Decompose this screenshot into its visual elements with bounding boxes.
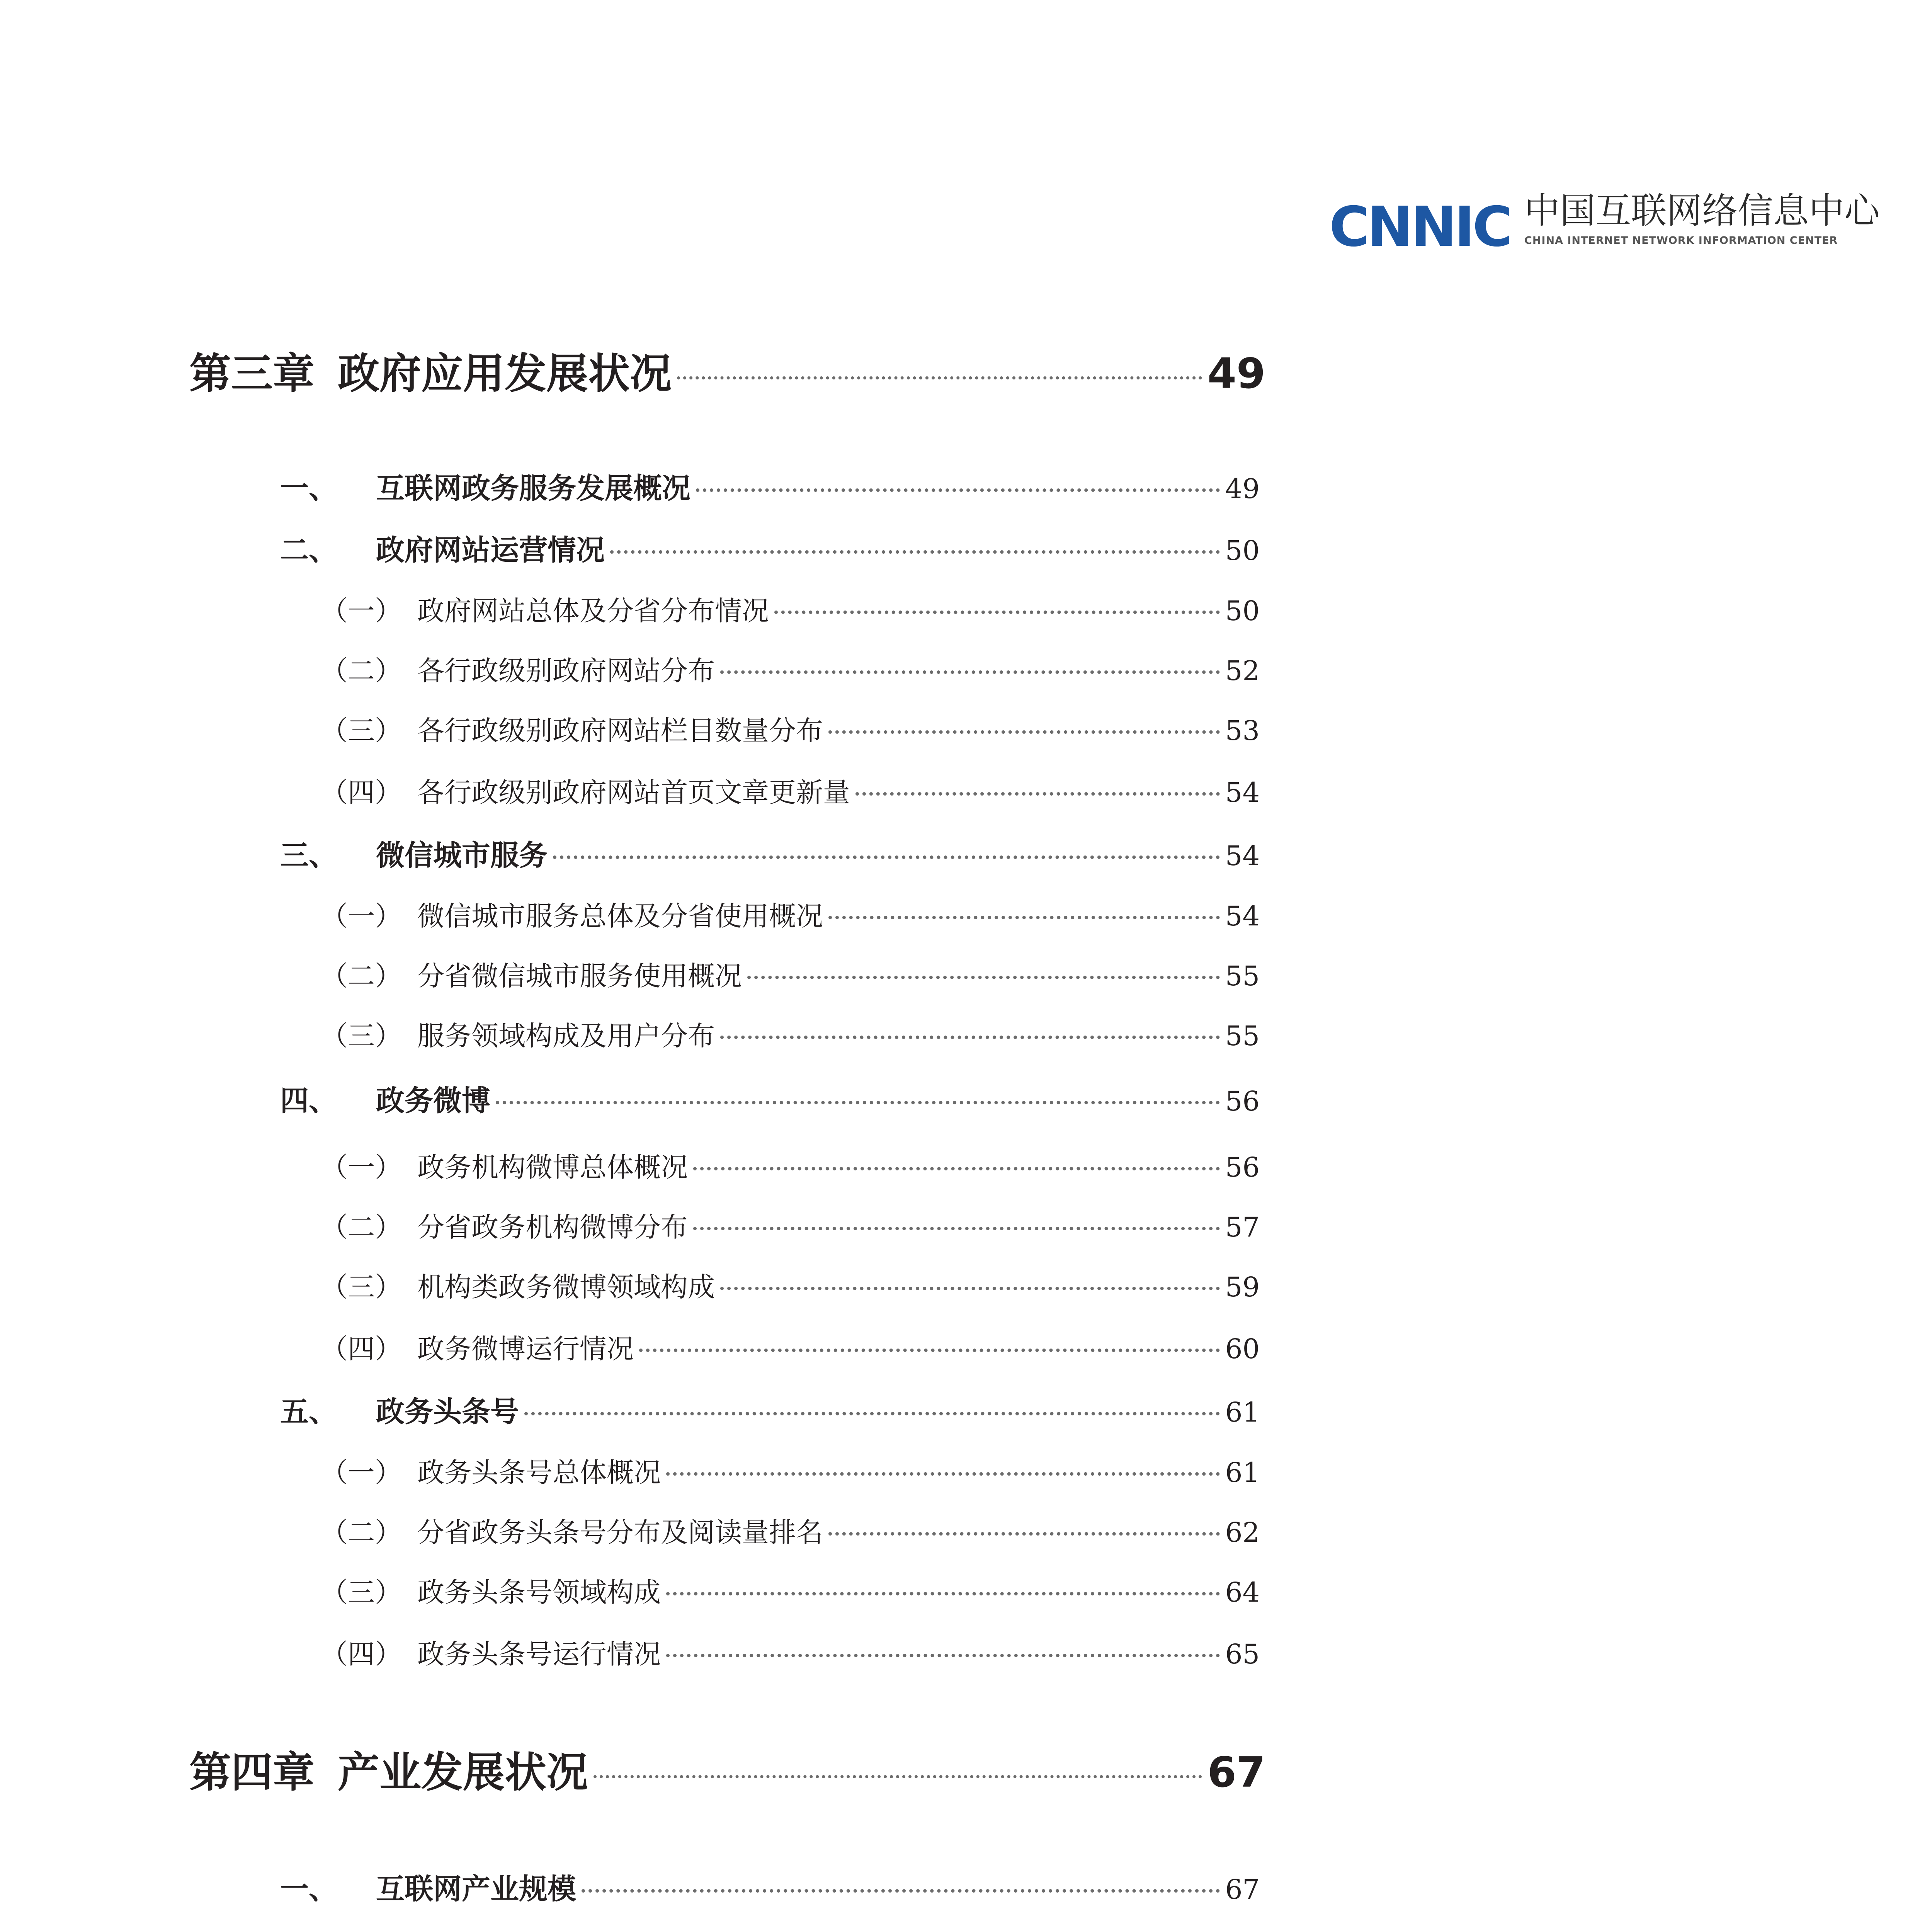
toc-page-number: 59 <box>1225 1271 1260 1303</box>
toc-subsection[interactable] <box>321 1928 1260 1932</box>
toc-leader-dots <box>666 1654 1220 1657</box>
toc-number <box>321 1928 402 1932</box>
toc-title: 政府网站总体及分省分布情况 <box>417 595 769 627</box>
toc-leader-dots <box>594 1775 1202 1778</box>
cnnic-wordmark: CNNIC <box>1329 195 1510 259</box>
toc-number: （四） <box>321 1333 402 1365</box>
toc-title: 政务头条号总体概况 <box>417 1457 661 1488</box>
toc-section[interactable] <box>280 1866 1260 1907</box>
toc-leader-dots <box>774 611 1220 614</box>
toc-title: 服务领域构成及用户分布 <box>417 1020 715 1052</box>
toc-title: 政务头条号领域构成 <box>417 1577 661 1608</box>
toc-chapter[interactable] <box>189 1739 1265 1799</box>
toc-page-number: 49 <box>1225 473 1260 505</box>
toc-leader-dots <box>524 1412 1220 1415</box>
toc-number: （一） <box>321 900 402 932</box>
toc-section[interactable] <box>280 1078 1260 1119</box>
toc-number: 五、 <box>280 1395 337 1429</box>
toc-title: 政务头条号 <box>376 1395 519 1429</box>
toc-number: （三） <box>321 1271 402 1303</box>
toc-page-number: 50 <box>1225 595 1260 627</box>
toc-title: 各行政级别政府网站首页文章更新量 <box>417 777 850 808</box>
toc-title: 政府应用发展状况 <box>338 350 672 398</box>
toc-subsection[interactable] <box>321 649 1260 688</box>
toc-leader-dots <box>747 976 1220 979</box>
toc-page-number: 55 <box>1225 1020 1260 1052</box>
toc-page-number: 67 <box>1225 1874 1260 1905</box>
toc-leader-dots <box>639 1349 1220 1352</box>
toc-page-number: 50 <box>1225 535 1260 566</box>
toc-number: 一、 <box>280 472 337 505</box>
toc-title: 政府网站运营情况 <box>376 534 605 567</box>
toc-leader-dots <box>677 376 1202 379</box>
toc-number: （三） <box>321 715 402 747</box>
toc-section[interactable] <box>280 1389 1260 1430</box>
toc-page-number: 56 <box>1225 1151 1260 1183</box>
logo-chinese-name: 中国互联网络信息中心 <box>1524 190 1880 231</box>
toc-title: 分省政务头条号分布及阅读量排名 <box>417 1517 823 1548</box>
toc-number: （四） <box>321 777 402 808</box>
toc-page-number: 49 <box>1207 350 1265 398</box>
toc-leader-dots <box>720 1036 1220 1039</box>
toc-leader-dots <box>582 1889 1220 1893</box>
toc-leader-dots <box>610 550 1220 554</box>
toc-title: 各行政级别政府网站栏目数量分布 <box>417 715 823 747</box>
toc-title: 微信城市服务总体及分省使用概况 <box>417 900 823 932</box>
toc-page-number: 61 <box>1225 1457 1260 1488</box>
toc-title: 分省微信城市服务使用概况 <box>417 960 742 992</box>
toc-chapter[interactable] <box>189 340 1265 400</box>
toc-number: 一、 <box>280 1872 337 1906</box>
toc-leader-dots <box>553 855 1220 859</box>
toc-title: 微信城市服务 <box>376 839 548 872</box>
toc-subsection[interactable] <box>321 1451 1260 1490</box>
toc-title: 政务微博 <box>376 1084 490 1117</box>
toc-subsection[interactable] <box>321 1265 1260 1304</box>
toc-page-number: 60 <box>1225 1333 1260 1365</box>
toc-section[interactable] <box>280 833 1260 874</box>
toc-subsection[interactable] <box>321 589 1260 628</box>
toc-title: 政务头条号运行情况 <box>417 1638 661 1670</box>
toc-number: 二、 <box>280 534 337 567</box>
toc-page-number: 53 <box>1225 715 1260 747</box>
toc-title <box>417 1928 634 1932</box>
toc-title: 政务微博运行情况 <box>417 1333 634 1365</box>
toc-section[interactable] <box>280 527 1260 568</box>
toc-number: 四、 <box>280 1084 337 1117</box>
toc-leader-dots <box>696 488 1220 492</box>
toc-subsection[interactable] <box>321 709 1260 748</box>
toc-page-number: 67 <box>1207 1748 1265 1797</box>
toc-page-number: 64 <box>1225 1577 1260 1608</box>
toc-page-number: 56 <box>1225 1085 1260 1117</box>
toc-leader-dots <box>828 916 1220 919</box>
toc-leader-dots <box>693 1167 1220 1170</box>
toc-number: （二） <box>321 655 402 687</box>
toc-subsection[interactable] <box>321 1014 1260 1053</box>
toc-subsection[interactable] <box>321 895 1260 934</box>
toc-number: （二） <box>321 1211 402 1243</box>
toc-title: 分省政务机构微博分布 <box>417 1211 688 1243</box>
toc-number: （一） <box>321 595 402 627</box>
toc-number: （三） <box>321 1577 402 1608</box>
toc-number: （二） <box>321 960 402 992</box>
toc-section[interactable] <box>280 466 1260 507</box>
toc-page-number: 57 <box>1225 1211 1260 1243</box>
toc-number: 第三章 <box>189 350 315 398</box>
toc-title: 各行政级别政府网站分布 <box>417 655 715 687</box>
toc-leader-dots <box>693 1227 1220 1230</box>
toc-number: （四） <box>321 1638 402 1670</box>
toc-subsection[interactable] <box>321 1146 1260 1185</box>
toc-number: 第四章 <box>189 1748 315 1797</box>
toc-leader-dots <box>720 1287 1220 1290</box>
toc-title: 机构类政务微博领域构成 <box>417 1271 715 1303</box>
toc-leader-dots <box>666 1472 1220 1476</box>
toc-page-number: 55 <box>1225 960 1260 992</box>
toc-page-number: 54 <box>1225 900 1260 932</box>
toc-leader-dots <box>828 1532 1220 1536</box>
toc-number: （一） <box>321 1457 402 1488</box>
toc-leader-dots <box>496 1101 1220 1104</box>
toc-subsection[interactable] <box>321 1511 1260 1550</box>
toc-leader-dots <box>666 1592 1220 1595</box>
toc-page-number: 54 <box>1225 840 1260 872</box>
toc-page-number: 61 <box>1225 1396 1260 1428</box>
toc-leader-dots <box>720 670 1220 674</box>
toc-subsection[interactable] <box>321 1633 1260 1672</box>
toc-subsection[interactable] <box>321 771 1260 810</box>
toc-number: 三、 <box>280 839 337 872</box>
toc-page-number: 62 <box>1225 1517 1260 1548</box>
logo-english-name: CHINA INTERNET NETWORK INFORMATION CENTER <box>1524 235 1838 247</box>
toc-title: 产业发展状况 <box>338 1748 588 1797</box>
toc-number: （一） <box>321 1151 402 1183</box>
toc-title: 互联网产业规模 <box>376 1872 576 1906</box>
toc-subsection[interactable] <box>321 1571 1260 1610</box>
toc-leader-dots <box>828 730 1220 734</box>
toc-subsection[interactable] <box>321 1327 1260 1366</box>
toc-subsection[interactable] <box>321 954 1260 993</box>
toc-page-number: 52 <box>1225 655 1260 687</box>
toc-number: （二） <box>321 1517 402 1548</box>
toc-leader-dots <box>855 792 1220 796</box>
toc-title: 互联网政务服务发展概况 <box>376 472 690 505</box>
toc-number: （三） <box>321 1020 402 1052</box>
toc-page-number: 54 <box>1225 777 1260 808</box>
toc-title: 政务机构微博总体概况 <box>417 1151 688 1183</box>
toc-page-number: 65 <box>1225 1638 1260 1670</box>
toc-subsection[interactable] <box>321 1206 1260 1245</box>
